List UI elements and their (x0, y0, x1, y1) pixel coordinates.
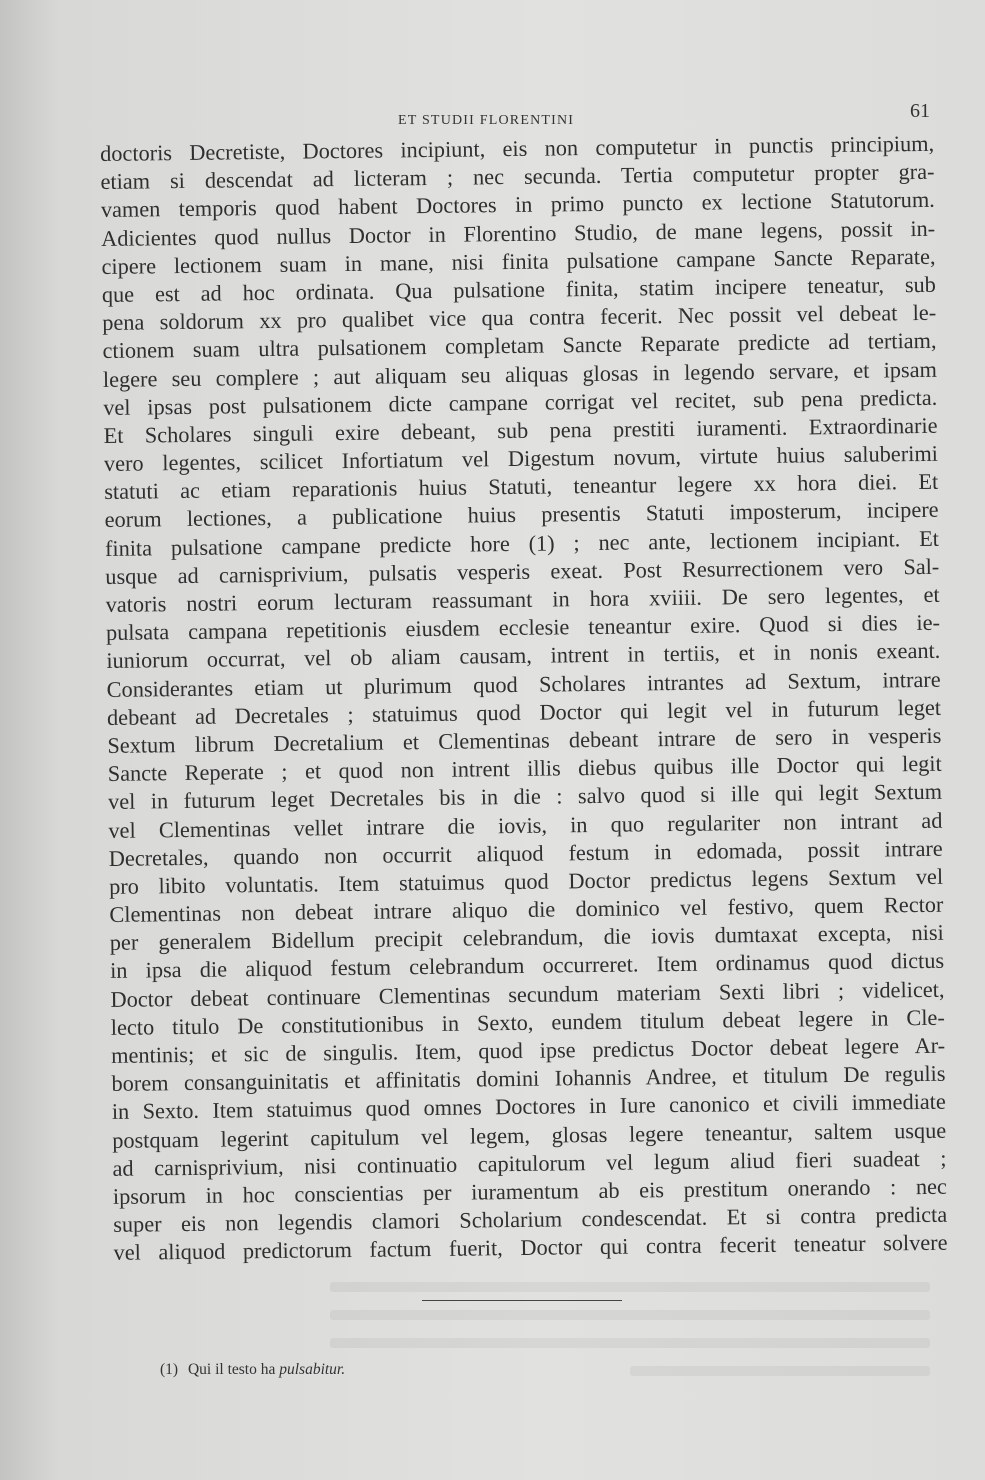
text-line: lecto titulo De constitutionibus in Sexto, eundem titulum debeat legere in Cle- (110, 1004, 945, 1040)
running-title: ET STUDII FLORENTINI (398, 113, 575, 128)
text-line: cipere lectionem suam in mane, nisi finita pulsatione campane Sancte Reparate, (101, 243, 936, 279)
text-line: statuti ac etiam reparationis huius Statuti, teneantur legere xx hora diei. Et (104, 469, 939, 505)
footnote-marker: (1) (160, 1361, 179, 1378)
text-line: ipsorum in hoc conscientias per iuramentum ab eis prestitum onerando : nec (112, 1173, 947, 1209)
footnote-italic-word: pulsabitur. (279, 1361, 346, 1378)
footnote-separator (422, 1300, 622, 1301)
text-line: mentinis; et sic de singulis. Item, quod ipse predictus Doctor debeat legere Ar- (111, 1032, 946, 1068)
text-line: Adicientes quod nullus Doctor in Florentino Studio, de mane legens, possit in- (101, 215, 936, 251)
text-line: pulsata campana repetitionis eiusdem ecclesie teneantur exire. Quod si dies ie- (105, 609, 941, 646)
text-line: Considerantes etiam ut plurimum quod Scholares intrantes ad Sextum, intrare (106, 666, 941, 702)
text-line: vatoris nostri eorum lecturam reassumant in hora xviiii. De sero legentes, et (105, 581, 940, 617)
text-line: iuniorum occurrat, vel ob aliam causam, intrent in tertiis, et in nonis exeant. (106, 638, 941, 674)
text-line: pro libito voluntatis. Item statuimus quod Doctor predictus legens Sextum vel (108, 863, 944, 899)
text-line: debeant ad Decretales ; statuimus quod Doctor qui legit vel in futurum leget (106, 694, 942, 730)
page-number: 61 (910, 100, 930, 122)
text-line: super eis non legendis clamori Scholarium condescendat. Et si contra predicta (113, 1201, 948, 1238)
text-line: in Sexto. Item statuimus quod omnes Doctores in Iure canonico et civili immediate (111, 1089, 946, 1125)
text-line: que est ad hoc ordinata. Qua pulsatione finita, statim incipere teneatur, sub (101, 271, 936, 307)
text-line: doctoris Decretiste, Doctores incipiunt, eis non computetur in punctis principium, (100, 130, 935, 166)
text-line: Decretales, quando non occurrit aliquod festum in edomada, possit intrare (108, 835, 943, 871)
text-line: vel Clementinas vellet intrare die iovis, in quo regulariter non intrant ad (108, 807, 943, 843)
text-line: vel ipsas post pulsationem dicte campane corrigat vel recitet, sub pena predicta. (103, 384, 938, 420)
text-line: eorum lectiones, a publicatione huius presentis Statuti imposterum, incipere (104, 497, 939, 533)
text-line: vel aliquod predictorum factum fuerit, Doctor qui contra fecerit teneatur solvere (113, 1230, 948, 1266)
text-line: vero legentes, scilicet Infortiatum vel Digestum novum, virtute huius saluberimi (103, 440, 939, 477)
text-line: Sextum librum Decretalium et Clementinas debeant intrare de sero in vesperis (107, 722, 942, 758)
text-line: legere seu complere ; aut aliquam seu aliquas glosas in legendo servare, et ipsam (102, 356, 938, 392)
text-line: Et Scholares singuli exire debeant, sub pena prestiti iuramenti. Extraordinarie (103, 412, 938, 448)
text-line: borem consanguinitatis et affinitatis domini Iohannis Andree, et titulum De regulis (111, 1060, 946, 1097)
text-line: Sancte Reperate ; et quod non intrent illis diebus quibus ille Doctor qui legit (107, 750, 942, 787)
text-line: vamen temporis quod habent Doctores in primo puncto ex lectione Statutorum. (100, 187, 935, 223)
text-line: usque ad carnisprivium, pulsatis vesperis exeat. Post Resurrectionem vero Sal- (105, 553, 940, 589)
text-line: Doctor debeat continuare Clementinas secundum materiam Sexti libri ; videlicet, (110, 976, 945, 1012)
body-text (100, 130, 948, 1268)
text-line: vel in futurum leget Decretales bis in die : salvo quod si ille qui legit Sextum (107, 779, 943, 815)
footnote (160, 1361, 560, 1379)
footnote-text: Qui il testo ha (187, 1361, 276, 1378)
text-line: etiam si descendat ad licteram ; nec secunda. Tertia computetur propter gra- (100, 158, 935, 195)
text-line: Clementinas non debeat intrare aliquo die dominico vel festivo, quem Rector (109, 891, 944, 928)
text-line: ad carnisprivium, nisi continuatio capitulorum vel legum aliud fieri suadeat ; (112, 1145, 947, 1181)
text-line: postquam legerint capitulum vel legem, glosas legere teneantur, saltem usque (112, 1117, 947, 1153)
text-line: in ipsa die aliquod festum celebrandum occurreret. Item ordinamus quod dictus (109, 948, 945, 984)
text-line: ctionem suam ultra pulsationem completam Sancte Reparate predicte ad tertiam, (102, 328, 937, 364)
text-line: pena soldorum xx pro qualibet vice qua contra fecerit. Nec possit vel debeat le- (102, 299, 937, 336)
text-line: finita pulsatione campane predicte hore (1) ; nec ante, lectionem incipiant. Et (104, 525, 940, 561)
text-line: per generalem Bidellum precipit celebrandum, die iovis dumtaxat excepta, nisi (109, 920, 944, 956)
